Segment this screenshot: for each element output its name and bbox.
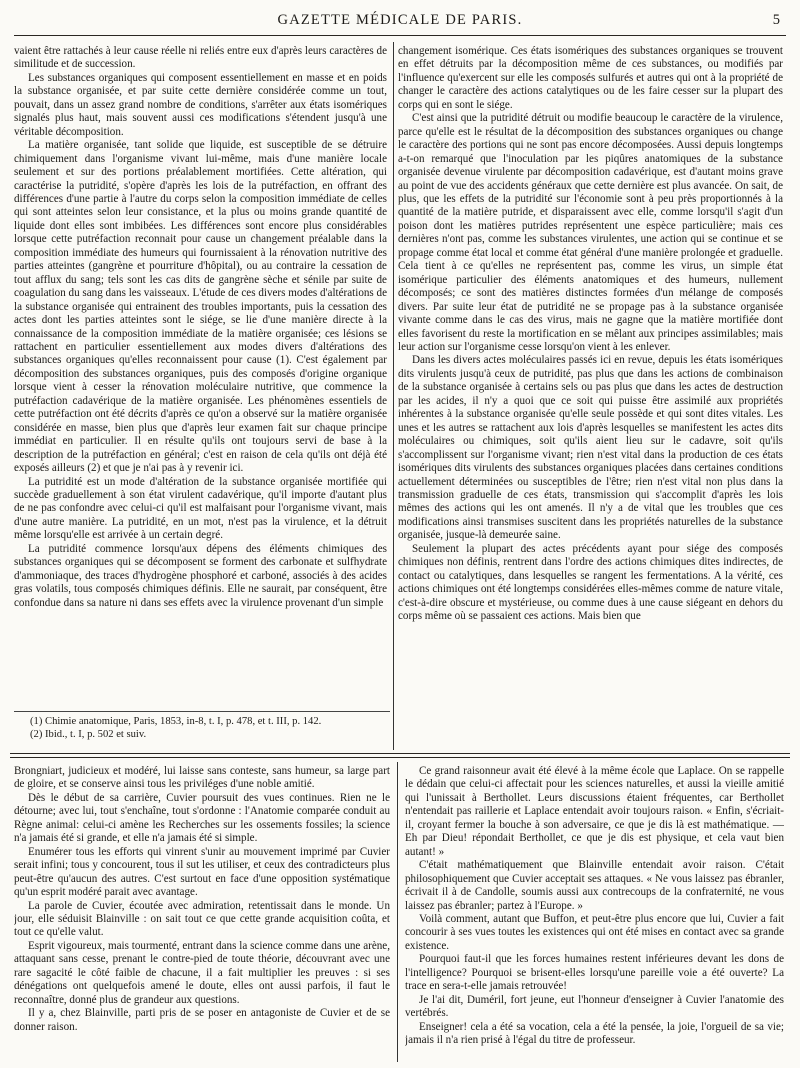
paragraph: Brongniart, judicieux et modéré, lui laisse sans conteste, sans humeur, sa large part de gloire, et se conserve ainsi tous les priviléges d'une noble amitié.: [14, 765, 390, 791]
journal-title: GAZETTE MÉDICALE DE PARIS.: [277, 12, 523, 28]
paragraph: C'est ainsi que la putridité détruit ou modifie beaucoup le caractère de la virulence, parce qu'elle est le résultat de la décomposition des substances organiques ou change le caractère des portions qui ne sont pas encore décomposées. Aussi depuis longtemps a-t-on remarqué que l'inoculation par les piqûres anatomiques de la substance organisée devenue virulente par décomposition cadavérique, est d'autant moins grave au point de vue des accidents généraux que cette dernière est plus avancée. On sait, de plus, que les effets de la putridité sur l'économie sont à peu près proportionnés à la quantité de la matière putride, et disparaissent avec elle, comme lorsqu'il s'agit d'un poison dont les matières putrides représentent une espèce particulière; mais ces dernières n'ont pas, comme les substances virulentes, une action qui se continue et se propage comme état local et comme état général d'une manière prolongée et graduelle. Cela tient à ce qu'elles ne représentent pas, comme les virus, un simple état isomérique particulier des éléments anatomiques et des humeurs, nullement décomposés; ce sont des matières distinctes formées d'un mélange de composés divers. Par suite leur état de putridité ne se propage pas à la substance organisée vivante comme dans le cas des virus, mais ne gagne que la matière mortifiée dont elles favorisent du reste la mortification en se mêlant aux principes assimilables; mais leur action sur l'organisme cesse lorsqu'on vient à les enlever.: [398, 112, 783, 353]
paragraph: Voilà comment, autant que Buffon, et peut-être plus encore que lui, Cuvier a fait concourir à ses vues toutes les existences qui ont été mises en contact avec sa grande existence.: [405, 912, 784, 952]
header-rule: [14, 35, 786, 36]
page-header: [14, 10, 786, 32]
paragraph: La putridité commence lorsqu'aux dépens des éléments chimiques des substances organiques qui se décomposent se forment des carbonate et sulfhydrate d'ammoniaque, des traces d'hydrogène phosphoré et carboné, associés à des acides gras volatils, tous composés chimiques définis. Elle ne saurait, par conséquent, être confondue dans sa nature ni dans ses effets avec la virulence provenant d'un simple: [14, 542, 387, 609]
paragraph: vaient être rattachés à leur cause réelle ni reliés entre eux d'après leurs caractères de similitude et de succession.: [14, 45, 387, 71]
paragraph: changement isomérique. Ces états isomériques des substances organiques se trouvent en effet détruits par la décomposition même de ces substances, ou modifiés par l'influence qu'exercent sur elle les composés sulfurés et autres qui ont à la propriété de changer le caractère des actions catalytiques ou de les faire cesser sur la plupart des corps qui en sont le siége.: [398, 45, 783, 111]
section-divider: [10, 757, 790, 758]
paragraph: Enseigner! cela a été sa vocation, cela a été la pensée, la joie, l'orgueil de sa vie; jamais il n'a rien prisé à l'égal du titre de professeur.: [405, 1020, 784, 1047]
paragraph: Enumérer tous les efforts qui vinrent s'unir au mouvement imprimé par Cuvier serait infini; tous y concourent, tous il sut les utiliser, et ceux des contradicteurs plus peut-être qu'aucun des autres. C'est surtout en face d'une opposition systématique qu'un esprit modéré parait avec avantage.: [14, 845, 390, 899]
paragraph: Esprit vigoureux, mais tourmenté, entrant dans la science comme dans une arène, attaquant sans cesse, prenant le contre-pied de toute théorie, découvrant avec une rare sagacité le côté faible de chacune, il a fait multiplier les preuves : si ses dénégations ont quelquefois amené le doute, elles ont aussi parfois, il faut le reconnaître, donné plus de grandeur aux questions.: [14, 939, 390, 1006]
paragraph: Pourquoi faut-il que les forces humaines restent inférieures devant les dons de l'intelligence? Pourquoi se brisent-elles lorsqu'une pareille voie a été ouverte? La trace en sera-t-elle jamais retrouvée!: [405, 953, 784, 993]
paragraph: Dès le début de sa carrière, Cuvier poursuit des vues continues. Rien ne le détourne; avec lui, tout s'enchaîne, tout s'ordonne : l'Anatomie comparée conduit au Règne animal: celui-ci amène les Recherches sur les ossements fossiles; la science n'a jamais été si grande, et elle n'a jamais été si simple.: [14, 791, 390, 845]
footnote: (2) Ibid., t. I, p. 502 et suiv.: [30, 729, 147, 740]
column-divider: [397, 762, 398, 1062]
page-number: 5: [772, 12, 780, 28]
bottom-right-column: [405, 765, 784, 1060]
top-right-column: [398, 45, 783, 747]
paragraph: Les substances organiques qui composent essentiellement en masse et en poids la substance organisée, et par suite cette dernière considérée comme un tout, pouvait, dans un assez grand nombre de conditions, s'arrêter aux états isomériques signalés plus haut, mais souvent aussi ces modifications s'étendent jusqu'à une véritable décomposition.: [14, 71, 387, 138]
paragraph: La parole de Cuvier, écoutée avec admiration, retentissait dans le monde. Un jour, elle séduisit Blainville : on sait tout ce que cette grande acquisition coûta, et tout ce qu'elle valut.: [14, 899, 390, 939]
paragraph: Dans les divers actes moléculaires passés ici en revue, depuis les états isomériques dits virulents jusqu'à ceux de putridité, pas plus que dans les actions de combinaison de la substance organisée à certains sels ou pas plus que dans les actes de destruction par les acides, il n'y a quoi que ce soit qui puisse être assimilé aux propriétés inhérentes à la substance organisée qu'elle seule possède et qui sont dites vitales. Les unes et les autres se rattachent aux lois d'après lesquelles se manifestent les actes dits moléculaires ou chimiques, soit qu'ils aient lieu sur le cadavre, soit qu'ils s'accomplissent sur l'organisme vivant; rien n'est vital dans la production de ces états isomériques dits virulents des substances organiques placées dans certaines conditions actuellement déterminées ou susceptibles de l'être; rien n'est vital non plus dans la transmission graduelle de ces états, transmission qui s'accomplit d'après les lois mêmes des actions qui les ont amenés. Il n'y a de vital que les troubles que ces modifications ainsi transmises suscitent dans les propriétés naturelles de la substance organisée, jusque-là demeurée saine.: [398, 354, 783, 542]
footnotes: [30, 715, 390, 741]
section-divider: [10, 753, 790, 754]
paragraph: C'était mathématiquement que Blainville entendait avoir raison. C'était philosophiquement que Cuvier acceptait ses attaques. « Ne vous laissez pas ébranler, écrivait il à de Candolle, soumis aussi aux contrecoups de la confraternité, ne vous laissez pas ébranler; partez à l'Europe. »: [405, 859, 784, 912]
paragraph: Je l'ai dit, Duméril, fort jeune, eut l'honneur d'enseigner à Cuvier l'anatomie des vertébrés.: [405, 993, 784, 1020]
footnote-rule: [14, 711, 390, 712]
paragraph: La putridité est un mode d'altération de la substance organisée mortifiée qui succède graduellement à son état virulent cadavérique, qu'il importe d'autant plus de ne pas confondre avec celui-ci qu'il est malfaisant pour l'organisme vivant, mais d'une autre manière. La putridité, en un mot, n'est pas la virulence, et la détruit même lorsqu'elle est arrivée à un certain degré.: [14, 475, 387, 542]
paragraph: Il y a, chez Blainville, parti pris de se poser en antagoniste de Cuvier et de se donner raison.: [14, 1007, 390, 1033]
paragraph: La matière organisée, tant solide que liquide, est susceptible de se détruire chimiquement dans l'organisme vivant lui-même, mais d'une manière locale seulement et sur des portions préalablement mortifiées. Cette altération, qui caractérise la putridité, s'opère d'après les lois de la putréfaction, en offrant des différences d'une partie à l'autre du corps selon la composition immédiate de celles qui sont atteintes selon leur consistance, et la plus ou moins grande quantité de liquide dont elles sont imbibées. Les différences sont encore plus considérables lorsque cette putréfaction reconnait pour cause un changement préalable dans la composition immédiate des humeurs qui fournissaient à la rénovation nutritive des parties atteintes (gangrène et pourriture d'hôpital), ou au contraire la cessation de tout afflux du sang; tels sont les cas dits de gangrène sèche et sénile par suite de coagulation du sang dans les vaisseaux. L'étude de ces divers modes d'altérations de la substance organisée qui entrainent des troubles importants, puis la cessation des actes dont les parties atteintes sont le siége, se lie d'une manière directe à la connaissance de la composition immédiate de la matière organisée; ces lésions se rattachent en particulier essentiellement aux modes divers d'altérations des substances organiques qu'elles reconnaissent pour cause (1). C'est également par décomposition des substances organiques, puis des composés d'origine organique lorsque vient à cesser la rénovation moléculaire nutritive, que commence la putréfaction cadavérique de la matière organisée. Les phénomènes essentiels de cette putréfaction ont été décrits d'après ce qu'on a observé sur la matière organisée considérée en masse, bien plus que d'après leur examen fait sur chaque principe immédiat en particulier. Il en résulte qu'ils ont toujours servi de base à la description de la putréfaction en général; c'est en raison de cela qu'ils ont déjà été exposés ailleurs (2) et que je n'ai pas à y revenir ici.: [14, 139, 387, 475]
footnote: (1) Chimie anatomique, Paris, 1853, in-8, t. I, p. 478, et t. III, p. 142.: [30, 716, 322, 727]
bottom-left-column: [14, 765, 390, 1060]
column-divider: [393, 42, 394, 750]
paragraph: Seulement la plupart des actes précédents ayant pour siége des composés chimiques non définis, rentrent dans l'ordre des actions chimiques dites indirectes, de contact ou catalytiques, dans lesquelles se rangent les fermentations. A la vérité, ces actions chimiques ont été longtemps considérées elles-mêmes comme de nature vitale, c'est-à-dire obscure et mystérieuse, ou comme dues à une cause siégeant en dehors du corps même où se passaient ces actions. Mais bien que: [398, 542, 783, 623]
top-left-column: [14, 45, 387, 707]
paragraph: Ce grand raisonneur avait été élevé à la même école que Laplace. On se rappelle le dédain que celui-ci affectait pour les sciences naturelles, et aussi la vieille amitié qui l'unissait à Berthollet. Leurs discussions étaient fréquentes, car Berthollet n'entendait pas raillerie et Laplace entendait avoir toujours raison. « Enfin, s'écriait-il, croyant fermer la bouche à son adversaire, ce que je dis là est mathématique. — Eh par Dieu! répondait Berthollet, ce que je dis est physique, et cela vaut bien autant! »: [405, 765, 784, 858]
